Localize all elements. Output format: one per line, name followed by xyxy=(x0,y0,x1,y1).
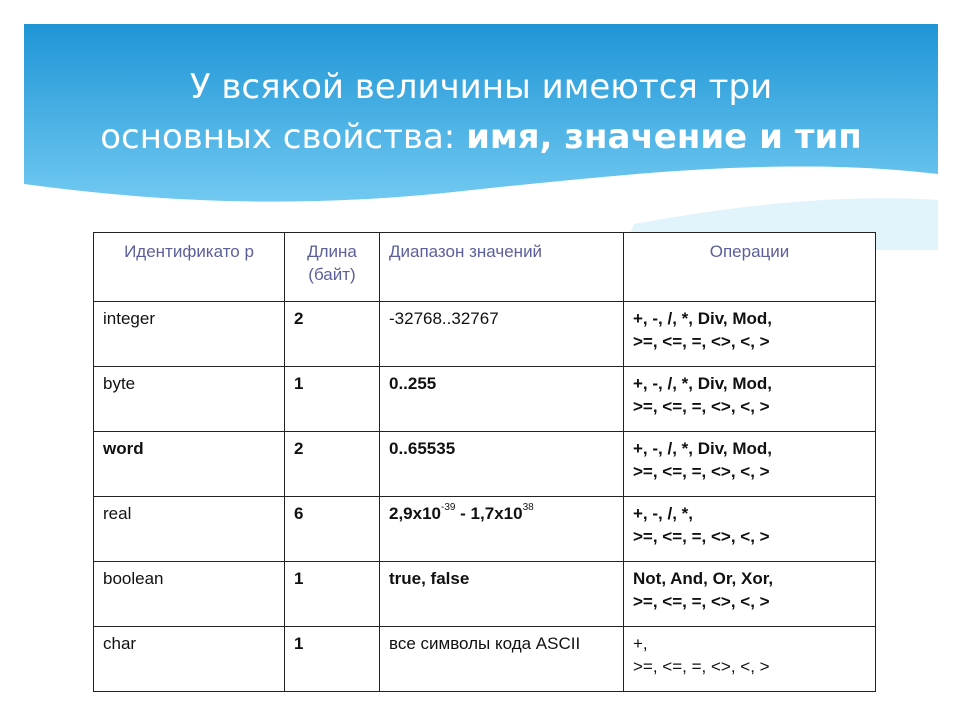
cell-operations xyxy=(624,562,876,627)
ops-line-1: +, -, /, *, Div, Mod, xyxy=(633,374,773,393)
cell-length: 1 xyxy=(285,562,380,627)
table-row xyxy=(94,432,876,497)
cell-identifier: real xyxy=(94,497,285,562)
ops-line-1: +, xyxy=(633,634,648,653)
title-emphasis: имя, значение и тип xyxy=(466,117,862,157)
title-line-2: основных свойства: xyxy=(100,117,467,157)
header-operations: Операции xyxy=(624,233,876,302)
cell-range: 0..65535 xyxy=(380,432,624,497)
ops-line-1: +, -, /, *, Div, Mod, xyxy=(633,439,773,458)
cell-range: 0..255 xyxy=(380,367,624,432)
cell-range xyxy=(380,497,624,562)
cell-operations xyxy=(624,302,876,367)
table-header-row xyxy=(94,233,876,302)
cell-length: 1 xyxy=(285,367,380,432)
cell-operations xyxy=(624,497,876,562)
header-length: Длина (байт) xyxy=(285,233,380,302)
table-row xyxy=(94,367,876,432)
table-row xyxy=(94,627,876,692)
cell-identifier: integer xyxy=(94,302,285,367)
table-row xyxy=(94,497,876,562)
table-row xyxy=(94,562,876,627)
slide-title xyxy=(24,62,938,162)
ops-line-1: +, -, /, *, xyxy=(633,504,693,523)
cell-identifier: word xyxy=(94,432,285,497)
cell-range: все символы кода ASCII xyxy=(380,627,624,692)
cell-operations xyxy=(624,367,876,432)
header-identifier: Идентификато р xyxy=(94,233,285,302)
ops-line-2: >=, <=, =, <>, <, > xyxy=(633,592,770,611)
cell-length: 2 xyxy=(285,302,380,367)
range-exponent-a: -39 xyxy=(441,502,456,513)
ops-line-2: >=, <=, =, <>, <, > xyxy=(633,657,770,676)
ops-line-2: >=, <=, =, <>, <, > xyxy=(633,332,770,351)
header-range: Диапазон значений xyxy=(380,233,624,302)
range-mantissa-b: - 1,7x10 xyxy=(455,504,523,523)
table-row xyxy=(94,302,876,367)
cell-range: -32768..32767 xyxy=(380,302,624,367)
title-line-1: У всякой величины имеются три xyxy=(189,67,773,107)
cell-identifier: char xyxy=(94,627,285,692)
ops-line-2: >=, <=, =, <>, <, > xyxy=(633,397,770,416)
range-exponent-b: 38 xyxy=(522,502,534,513)
cell-length: 1 xyxy=(285,627,380,692)
cell-operations xyxy=(624,432,876,497)
cell-length: 6 xyxy=(285,497,380,562)
cell-length: 2 xyxy=(285,432,380,497)
cell-operations xyxy=(624,627,876,692)
range-mantissa-a: 2,9x10 xyxy=(389,504,441,523)
ops-line-2: >=, <=, =, <>, <, > xyxy=(633,462,770,481)
cell-range: true, false xyxy=(380,562,624,627)
cell-identifier: boolean xyxy=(94,562,285,627)
ops-line-1: +, -, /, *, Div, Mod, xyxy=(633,309,773,328)
ops-line-2: >=, <=, =, <>, <, > xyxy=(633,527,770,546)
ops-line-1: Not, And, Or, Xor, xyxy=(633,569,774,588)
data-types-table xyxy=(93,232,876,692)
cell-identifier: byte xyxy=(94,367,285,432)
